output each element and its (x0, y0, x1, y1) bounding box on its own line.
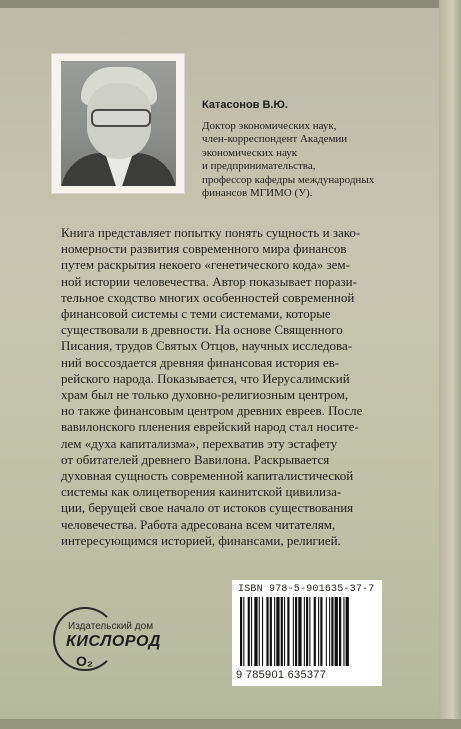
author-photo (61, 61, 176, 186)
annotation-line: интересующимся историей, финансами, религией. (61, 532, 341, 548)
publisher-o2: O₂ (76, 653, 94, 669)
cover-edge-bottom (0, 719, 461, 729)
barcode-icon (240, 597, 376, 666)
annotation-line: путем раскрытия некоего «генетического кода» зем- (61, 257, 350, 273)
publisher-logo (50, 607, 190, 687)
author-bio-line: экономических наук (202, 146, 298, 159)
annotation-line: Книга представляет попытку понять сущность и зако- (61, 225, 361, 240)
annotation-line: лем «духа капитализма», перехватив эту эстафету (61, 435, 338, 451)
annotation-line: но также финансовым центром древних евреев. После (61, 403, 363, 419)
publisher-name: КИСЛОРОД (66, 633, 161, 650)
annotation-line: существовали в древности. На основе Священного (61, 322, 343, 338)
annotation-line: финансовой системы с теми системами, которые (61, 306, 331, 322)
isbn-label: ISBN 978-5-901635-37-7 (238, 584, 375, 595)
annotation-line: духовная сущность современной капиталистической (61, 468, 354, 484)
barcode-digits: 9 785901 635377 (236, 669, 327, 681)
barcode-area (232, 580, 382, 686)
author-bio (202, 120, 392, 201)
author-bio-line: и предпринимательства, (202, 160, 316, 172)
annotation-line: ний воссоздается древняя финансовая история ев- (61, 354, 340, 370)
cover-edge-top (0, 0, 461, 8)
publisher-line1: Издательский дом (68, 621, 154, 632)
author-bio-line: Доктор экономических наук, (202, 119, 337, 132)
book-annotation (61, 225, 406, 549)
annotation-line: ной истории человечества. Автор показывает порази- (61, 273, 357, 289)
annotation-line: тельное сходство многих особенностей современной (61, 289, 355, 305)
annotation-line: Писания, трудов Святых Отцов, научных исследова- (61, 338, 353, 354)
annotation-line: номерности развития современного мира финансов (61, 241, 347, 257)
author-name: Катасонов В.Ю. (202, 99, 288, 111)
annotation-line: храм был не только духовно-религиозным центром, (61, 387, 349, 403)
author-bio-line: член-корреспондент Академии (202, 133, 348, 145)
annotation-line: вавилонского пленения еврейский народ стал носите- (61, 419, 359, 435)
annotation-line: системы как олицетворения каинитской цивилиза- (61, 484, 342, 500)
author-photo-frame (51, 53, 185, 194)
annotation-line: ции, берущей свое начало от истоков существования (61, 500, 354, 516)
photo-glasses (91, 109, 151, 127)
annotation-line: рейского народа. Показывается, что Иерусалимский (61, 370, 350, 386)
annotation-line: человечества. Работа адресована всем читателям, (61, 516, 336, 532)
author-bio-line: финансов МГИМО (У). (202, 187, 313, 199)
author-info (202, 99, 392, 201)
author-bio-line: профессор кафедры международных (202, 173, 375, 186)
cover-spine-edge (439, 0, 461, 729)
annotation-line: от обитателей древнего Вавилона. Раскрывается (61, 451, 330, 467)
